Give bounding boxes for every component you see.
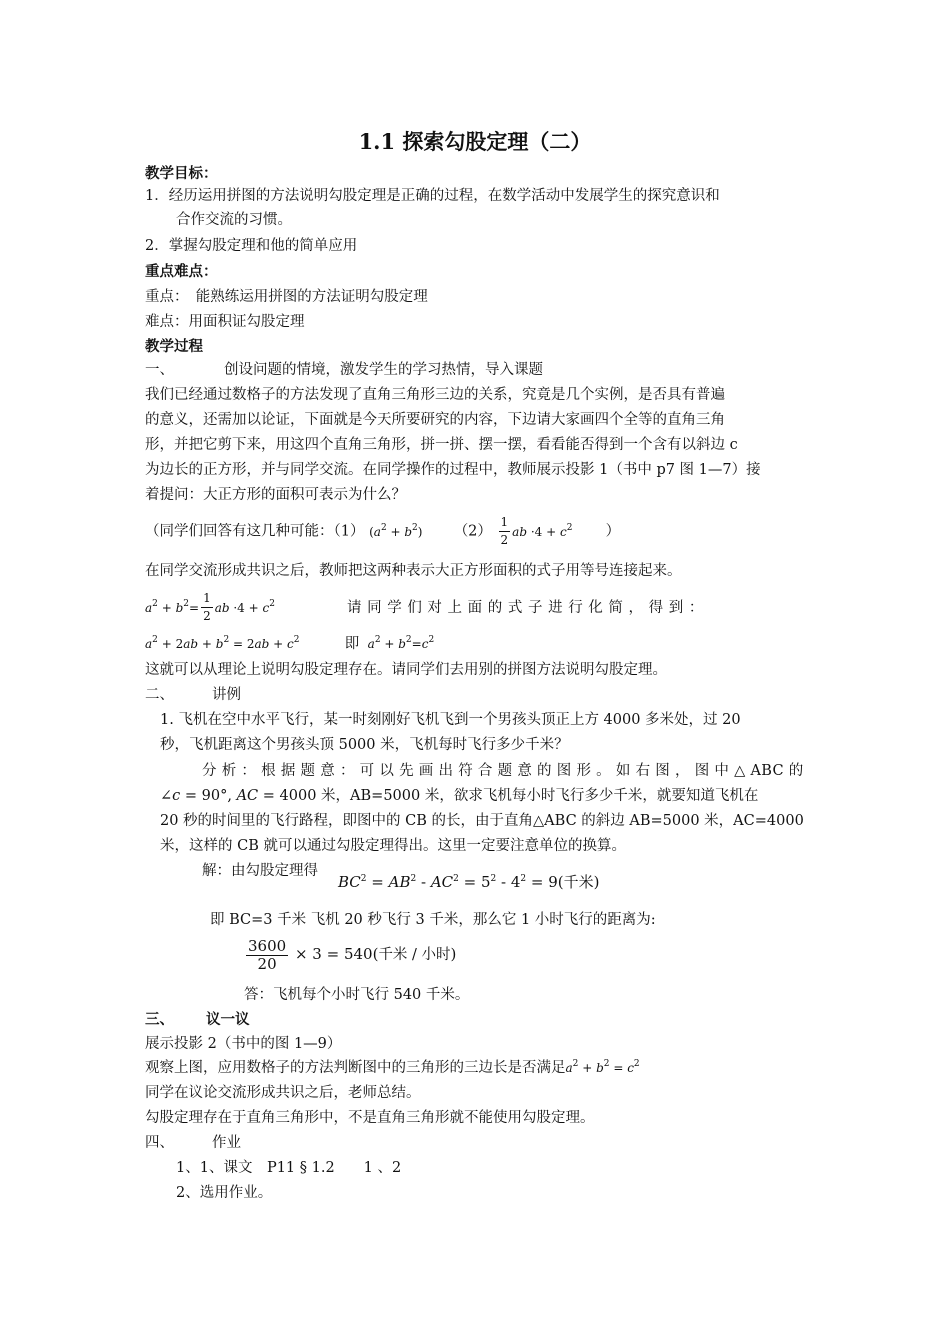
formula-angle-c: ∠c = 90°, AC = 4000 米， <box>160 788 351 804</box>
fraction-one-half: $\frac{1}{2}$ <box>500 515 509 547</box>
section-1-para-line-2: 的意义，还需加以论证，下面就是今天所要研究的内容，下边请大家画四个全等的直角三角 <box>145 412 725 428</box>
section-3-line-4: 勾股定理存在于直角三角形中，不是直角三角形就不能使用勾股定理。 <box>145 1110 595 1126</box>
analysis-line-4: 米，这样的 CB 就可以通过勾股定理得出。这里一定要注意单位的换算。 <box>160 838 626 854</box>
section-2-header <box>145 685 241 705</box>
section-2-title: 讲例 <box>212 687 241 703</box>
section-3-line-3: 同学在议论交流形成共识之后，老师总结。 <box>145 1085 421 1101</box>
goal-1-text-continued: 合作交流的习惯。 <box>176 212 292 228</box>
section-1-para-line-5: 着提问：大正方形的面积可表示为什么？ <box>145 487 406 503</box>
problem-line-2: 秒，飞机距离这个男孩头顶 5000 米，飞机每时飞行多少千米？ <box>160 737 569 753</box>
section-4-header <box>145 1133 241 1153</box>
goal-1-text: 经历运用拼图的方法说明勾股定理是正确的过程，在数学活动中发展学生的探究意识和 <box>168 188 720 204</box>
result-line: 即 BC=3 千米 飞机 20 秒飞行 3 千米，那么它 1 小时飞行的距离为: <box>210 912 656 928</box>
goal-2-number: 2． <box>145 238 169 254</box>
ji-label: 即 <box>344 636 360 652</box>
section-1-header <box>145 360 543 380</box>
section-4-number: 四、 <box>145 1135 174 1151</box>
formula-half-ab4-c2: ab $\cdot 4 + c^2$ <box>512 522 573 539</box>
student-answers-line <box>145 514 620 554</box>
equate-expressions-text: 在同学交流形成共识之后，教师把这两种表示大正方形面积的式子用等号连接起来。 <box>145 563 682 579</box>
goal-2-text: 掌握勾股定理和他的简单应用 <box>168 238 358 254</box>
section-3-header <box>145 1010 250 1030</box>
formula-bc-squared: $BC^2 = AB^2 - AC^2 = 5^2 - 4^2 = 9$(千米) <box>338 873 600 891</box>
section-4-title: 作业 <box>212 1135 241 1151</box>
section-3-line-2: 观察上图，应用数格子的方法判断图中的三角形的三边长是否满足$a^2 + b^2 = c^2$ <box>145 1059 640 1076</box>
analysis-line-3: 20 秒的时间里的飞行路程，即图中的 CB 的长，由于直角△ABC 的斜边 AB=5000 米，AC=4000 <box>160 813 804 829</box>
key-points-heading: 重点难点： <box>145 263 218 280</box>
equation-line-1: $a^2 + b^2=$ $\frac{1}{2}$ ab $\cdot 4 + c^2$ <box>145 591 275 623</box>
formula-pythagorean: $a^2 + b^2=c^2$ <box>367 635 435 651</box>
unit-kmh: 千米 / 小时 <box>378 947 451 963</box>
section-1-number: 一、 <box>145 362 174 378</box>
analysis-line-1: 分 析 ： 根 据 题 意 ： 可 以 先 画 出 符 合 题 意 的 图 形 。 如 右 图 ， 图 中 △ ABC 的 <box>202 763 804 779</box>
difficult-point: 难点：用面积证勾股定理 <box>145 314 305 330</box>
homework-item-1: 1、1、课文 P11 § 1.2 1 、2 <box>176 1160 402 1176</box>
section-2-number: 二、 <box>145 687 174 703</box>
section-3-line-1: 展示投影 2（书中的图 1—9） <box>145 1036 342 1052</box>
fraction-one-half-2: $\frac{1}{2}$ <box>203 591 211 623</box>
section-1-para-line-3: 形，并把它剪下来，用这四个直角三角形，拼一拼、摆一摆，看看能否得到一个含有以斜边 c <box>145 437 738 453</box>
homework-item-2: 2、选用作业。 <box>176 1185 273 1201</box>
problem-line-1: 1. 飞机在空中水平飞行，某一时刻刚好飞机飞到一个男孩头顶正上方 4000 多米处，过 20 <box>160 712 741 728</box>
analysis-line-2 <box>160 786 758 806</box>
answers-mid: （2） <box>453 523 492 540</box>
unit-km: 千米 <box>563 873 594 891</box>
page-title: 1.1 探索勾股定理（二） <box>358 129 592 154</box>
solution-answer: 答：飞机每个小时飞行 540 千米。 <box>244 987 470 1003</box>
goal-item-1 <box>145 186 720 206</box>
formula-area-equality: $a^2 + b^2=$ <box>145 598 200 615</box>
equation-line-2 <box>145 634 434 654</box>
formula-pythagorean-2: $a^2 + b^2 = c^2$ <box>565 1059 640 1075</box>
section-1-conclusion: 这就可以从理论上说明勾股定理存在。请同学们去用别的拼图方法说明勾股定理。 <box>145 662 667 678</box>
formula-expanded: $a^2 + 2ab + b^2 = 2ab + c^2$ <box>145 635 300 651</box>
section-3-number: 三、 <box>145 1011 174 1028</box>
key-point: 重点： 能熟练运用拼图的方法证明勾股定理 <box>145 289 428 305</box>
solution-prefix: 解：由勾股定理得 <box>202 863 318 879</box>
answers-prefix: （同学们回答有这几种可能：（1） <box>145 523 365 540</box>
section-1-para-line-1: 我们已经通过数格子的方法发现了直角三角形三边的关系，究竟是几个实例，是否具有普遍 <box>145 387 725 403</box>
section-1-title: 创设问题的情境，激发学生的学习热情，导入课题 <box>224 362 543 378</box>
goal-item-2 <box>145 236 357 256</box>
formula-speed: $\frac{3600}{20}$ × 3 = 540(千米 / 小时) <box>248 936 457 973</box>
goals-heading: 教学目标： <box>145 165 218 182</box>
fraction-3600-over-20: $\frac{3600}{20}$ <box>248 936 287 973</box>
section-3-title: 议一议 <box>206 1011 250 1028</box>
answers-suffix: ） <box>605 523 621 540</box>
process-heading: 教学过程 <box>145 338 203 355</box>
section-1-para-line-4: 为边长的正方形，并与同学交流。在同学操作的过程中，教师展示投影 1（书中 p7 图 1—7）接 <box>145 462 761 478</box>
analysis-line-2-tail: AB=5000 米，欲求飞机每小时飞行多少千米，就要知道飞机在 <box>350 788 759 804</box>
simplify-instruction: 请 同 学 们 对 上 面 的 式 子 进 行 化 简 ， 得 到 ： <box>347 600 704 616</box>
goal-1-number: 1． <box>145 188 169 204</box>
formula-a2-plus-b2: $(a^2 + b^2)$ <box>369 522 423 539</box>
